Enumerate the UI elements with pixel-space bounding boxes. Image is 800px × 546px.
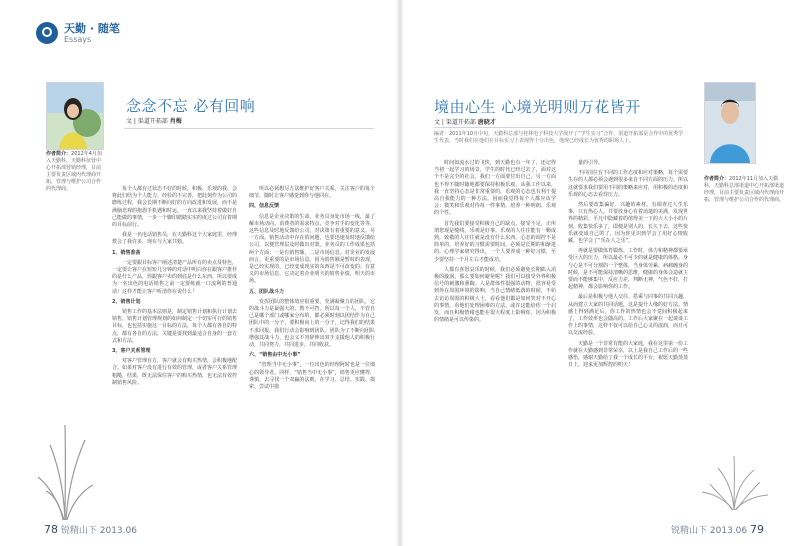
editor-note: 编者：2011年10月中旬，天勤科总部与桂林电子科技大学展开了“学生实习”合作，渠道开拓部是合作中的优秀学生代表，当时我们在他们在目标实习上表现得十分出色，他现已经成长为优秀的职场人士。 <box>434 131 684 144</box>
left-column-1 <box>112 186 237 390</box>
byline-prefix: 文 | 渠道开拓部 <box>126 118 170 125</box>
author-photo <box>46 82 104 150</box>
paragraph: 量的引导。 <box>578 160 604 166</box>
paragraph: 最后是积极与他人交往。搭乘与同事的共同兴趣，从而建立大家的共同话题，这是提升人缘的好方法。情感上得到满足后，你工作的热情也会不觉间积极起来了，工作效率也会随高的。工作后大家聚在一起谈谈工作上的事情，这样不仅可以给自己心灵的滋润，而且可以交流经验。 <box>568 294 689 337</box>
paragraph: 然后要改集偏好、兴趣的素材。有调查过人生乐事，只有热心人。并要放身心有着消遣的美满，发现世界的精彩，平凡中隐藏着的值得美一下的大大小小的片刻，收集快乐多了，即便是别人的，长久下去，这些快乐就变成自己的了，因为你见识到学会了用好心情收藏。也学会了“乐在人之乐”。 <box>568 202 689 245</box>
article-title: 境由心生 心境光明则万花皆开 <box>434 98 641 116</box>
paragraph: 不同岗位有不同的工作态度和应对策略，每个需要生存的人都必须会遇到很多来自不同方面的压力。所以这就要求我们要用不同的策略来应对，用积极的态度和乐观的心态去看待压力。 <box>568 170 689 198</box>
magazine-issue: 锐精山下 2013.06 <box>671 526 748 536</box>
grass-illustration <box>30 415 100 520</box>
section-header <box>36 22 120 45</box>
page-gutter <box>396 0 404 546</box>
right-page <box>400 0 800 546</box>
article-byline <box>126 116 182 125</box>
section-heading: 四、信息反馈 <box>249 203 280 210</box>
page-number: 79 <box>750 523 764 536</box>
article-byline <box>434 117 496 126</box>
paragraph: 首先我们要接受积极自己的缺点，接受不足，正所谓您现是缝线，乐观是好事。乐观的人往往能有一颗成熟，致敬的人往往就是没有什么东西。心态的调控不是简单的，培养好的习惯需要时间，必须是长期的和渐进的。心理学家研究得出，一个人要养成一种好习惯，至少要坚持一个月左右才能成功。 <box>434 220 556 263</box>
paragraph: 信息是企业决策的生命。业务员身处市场一线，最了解市场动向。消费者的需求特点、竞争对手的变化等等，这些信息及时地反馈给公司，对决策有着重要的意义。另一方面，销售活动中存在的问题，也要迅速及时地反馈给公司，以便管理层及时做出对策。业务员的工作成果包括两个方面：一是有销售额，二是市场信息。对企业的发展而言，更重要的是市场信息。因为销售额是暂时的表现，是已经实现的，已经变成现实的东西是不可改变的；有意义的市场信息，它决定着企业明天的销售业绩，明天的市场。 <box>249 213 375 285</box>
paragraph: 一定要跟目标客户阐述清楚产品所有的卖点及特色，一定要让客户在短短几分钟的对话中明白你在跟客户推荐的是什么产品，你跟客户卖的到底是什么东西，所以要成为一名出色的电话销售之前一定要练就一口流利的普通话！这样才能让客户听清你在说什么！ <box>112 259 238 295</box>
author-bio-text: 2012年11月加入天勤科，天勤科总部渠道中心开拓部渠道经理，目前主要负责区域内代理商开拓，管理与维护公司合作的代理商。 <box>704 176 785 203</box>
page-number: 78 <box>44 523 58 536</box>
left-footer <box>44 523 137 536</box>
author-bio <box>46 151 104 193</box>
paragraph: 人都有喜怒哀乐的时候，我们必须避免长期陷入消极的漩涡，那么要如何避免呢？我们可以接受外界积极信号的刺激和熏陶。人是群体性很强的动物，很容易受到外在周围环境的影响，当自己情绪低落的时候，不妨去访访周围的积极人士，看看他们都是如何笑对不开心的事情，看他们处理困难的方法，或许这能给你一个启发，而且积极情绪也能在很大程度上影响你，因为积极的情绪是可以传染的。 <box>434 266 556 324</box>
author-bio-text: 2012年4月加入天勤科，天勤科征营中心开拓部营销经理，目前主要负责区域内代理商开拓，管理与维护公司合作的代理商。 <box>46 151 102 192</box>
section-subtitle: Essays <box>64 35 92 44</box>
section-heading: 2、销售计划 <box>112 298 141 305</box>
byline-author: 肖梅 <box>169 118 182 125</box>
paragraph: “管理当中无小事”，一位出色的经理阿时也是一位细心的领导者。同样，“销售当中无小事”，销售更应懂得，谨慎，去寻找一个双赢的法则。在学习、总结、实践、摸索、尝试中摸 <box>249 362 375 391</box>
paragraph: 再就是要做体育锻炼。工作时，体力和精神都要承受巨大的压力，所以最必不可少的就是健康的体格。身与心是不可分割的一个整体，当身体劳累、病痛缠身的时候，是不可能保持清晰的思维，健康的身体会造就主要而不能够集中，反应力差，判断无神，气色不好，打起精神，都会影响你的工作。 <box>568 248 689 291</box>
article-title: 念念不忘 必有回响 <box>126 97 256 115</box>
grass-illustration <box>698 450 770 510</box>
title-divider <box>434 127 682 128</box>
section-title: 天勤 · 随笔 <box>64 22 120 35</box>
paragraph: 每个人都有过状态不好的时候，积极、乐观的我，会将此归结为个人能力、经验的不完善，把此刻作为公司的磨练过程，我会长期不断向好的方向改进和发展，而不是满脑悲观的抱怨手机遇和时运。一直以来我坚持着做好自己能做的事情，一步一个脚印踏踏实实的度过公司有着期的目标前行。 <box>112 186 238 229</box>
title-divider <box>124 128 374 129</box>
right-column-1 <box>434 160 556 327</box>
byline-prefix: 文 | 渠道开拓部 <box>434 119 478 126</box>
paragraph: 所以必须想尽方法维护好客户关系，关注客户的每个细节，随时让客户感觉到你与他同在。 <box>249 186 375 200</box>
brand-logo-icon <box>36 22 58 44</box>
paragraph: 天勤是一个非常有能的大家庭，我在这里第一份工作就在天勤感到非常荣幸，以上是我自己工作后的一些感悟，感谢天勤给了我一个成长的平台，祝愿天勤蒸蒸日上，迎来更加辉煌的明天！ <box>568 340 689 369</box>
author-photo <box>704 82 756 164</box>
right-footer <box>671 523 764 536</box>
paragraph: 销售工作的基本法则是，制定销售计划和执行计划去销售。销售计划管理规划的如何制定一个切实可行的销售目标，也包括实施这一目标的方法，每个人都有各自的特点，都有各自的方法，关键是要找到最适合自身的一套方式和方法。 <box>112 309 238 344</box>
byline-author: 唐晓才 <box>477 119 496 126</box>
author-bio <box>704 176 786 204</box>
magazine-issue: 锐精山下 2013.06 <box>60 526 137 536</box>
author-bio-label: 作者简介： <box>46 151 72 157</box>
paragraph: 对客户管理有方，客户就会有购买热情，会积极地配合。如果对客户没有进行有效的管理，或者客户关系管理粗糙，结果，既无法保住客户的购买热情，也无法有效控制销售风险。 <box>112 358 238 386</box>
right-column-2 <box>568 160 688 372</box>
section-heading: 3、客户关系管理 <box>112 348 151 355</box>
section-heading: 五、团队战斗力 <box>249 288 285 295</box>
author-bio-label: 作者简介： <box>704 176 730 182</box>
left-column-2 <box>249 186 375 394</box>
section-heading: 六、“销售由中无小事” <box>249 352 301 359</box>
paragraph: 时间如流水过的飞快，到天勤也有一年了，还记得当初一起学习的场景，学生的时代已经过去了，面对这个不是完全的社会，我们一方面要付出自己，另一方面也不得不随时随地都要保持积极乐观。从我工作以来，我一直坚持心态是非常重要的，乐观的心态也有利于提高自我能力的一种方法。因而我觉得每个人都应该学会：微笑和乐观对待每一件事情，培养一种明朗、乐观的个性。 <box>434 160 556 217</box>
section-heading: 1、销售准备 <box>112 249 141 256</box>
paragraph: 发挥团队的整体效应很重要。充满凝聚力的团队，它的战斗力是最强大的，教不可挡。所以每一个人，不管自己是哪个部门或哪家分布的，都必须时刻以团结作为自己团队中的一分子，要积极向上的一分子，记得我们的结果不求回报，我们行动会影响到团队。团队为了不断向团队增强其战斗力，也会义不容辞伸出双手支援他人的积极行动，共同努力，共同进步，共同收获。 <box>249 298 375 349</box>
paragraph: 我是一名电话销售员，在天勤科这个大家庭里，经理教会了我许多，现在与大家共勉。 <box>112 232 238 246</box>
